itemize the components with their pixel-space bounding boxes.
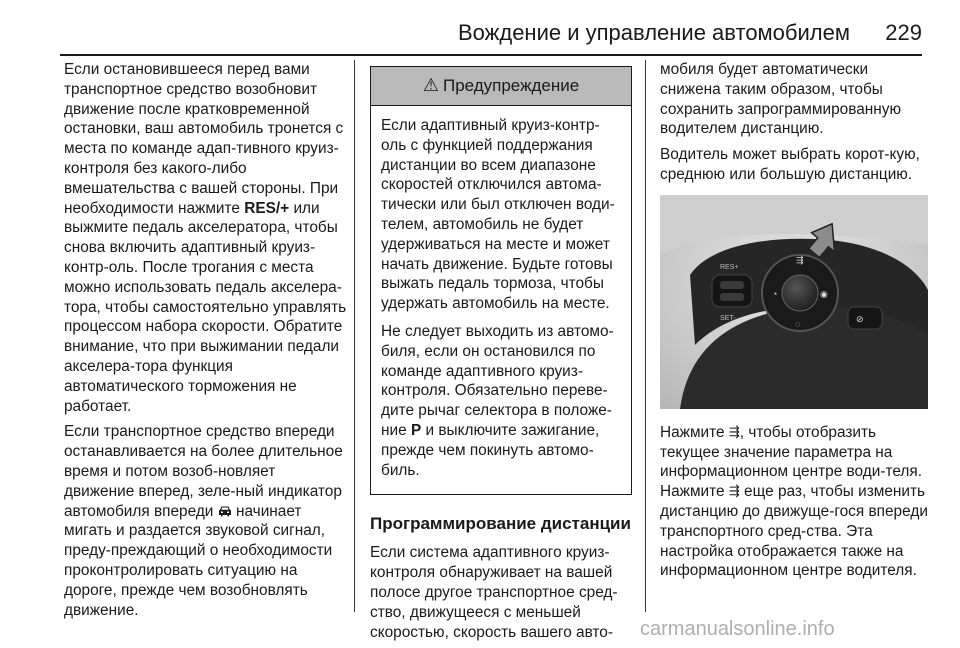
warning-title: Предупреждение <box>442 76 580 96</box>
column-3 <box>660 60 928 587</box>
steering-wheel-illustration <box>660 195 928 409</box>
paragraph: мобиля будет автоматически снижена таким образом, чтобы сохранить запрограммированную водителем дистанцию. <box>660 61 901 138</box>
column-1 <box>64 60 349 626</box>
page-number: 229 <box>885 20 922 45</box>
set-button-label: SET- <box>720 314 736 322</box>
paragraph: Если система адаптивного круиз-контроля обнаруживает на вашей полосе другое транспортное сред-ство, движущееся с меньшей скоростью, скорость вашего авто- <box>370 544 618 641</box>
warning-paragraph: Если адаптивный круиз-контр-оль с функцией поддержания дистанции во всем диапазоне скоростей отключился автома-тически или был отключен води-телем, автомобиль не будет удерживаться на месте и может начать движение. Будьте готовы выжать педаль тормоза, чтобы удержать автомобиль на месте. <box>381 117 615 313</box>
distance-icon: ⇶ <box>728 483 740 499</box>
cruise-icon: ◔ <box>772 288 778 299</box>
paragraph: Нажмите ⇶, чтобы отобразить текущее значение параметра на информационном центре води-теля. Нажмите ⇶ еще раз, чтобы изменить дистанцию до движуще-гося впереди транспортного сред-ства. Эта настройка отображается также на информационном центре водителя. <box>660 423 928 580</box>
warning-box <box>370 66 632 495</box>
warning-header <box>371 67 631 106</box>
park-position-label: P <box>410 421 422 439</box>
page-header <box>0 0 960 60</box>
watermark: carmanualsonline.info <box>640 618 835 640</box>
res-button-label: RES+ <box>720 263 739 271</box>
warning-paragraph: Не следует выходить из автомо-биля, если он остановился по команде адаптивного круиз-контроля. Обязательно переве-дите рычаг селектора в положе-ние P и выключите зажигание, прежде чем покинуть автомо-биль. <box>381 322 614 479</box>
res-key-label: RES/+ <box>244 199 290 217</box>
warning-body <box>371 106 631 494</box>
vehicle-ahead-icon <box>218 505 232 517</box>
column-2 <box>370 60 632 648</box>
paragraph: Водитель может выбрать корот-кую, среднюю или большую дистанцию. <box>660 146 920 183</box>
section-heading: Программирование дистанции <box>370 514 631 534</box>
chapter-title: Вождение и управление автомобилем <box>457 20 850 45</box>
distance-button-icon: ⇶ <box>796 254 804 265</box>
cancel-icon: ⊘ <box>856 313 864 324</box>
column-divider-1 <box>354 60 355 612</box>
steering-wheel-controls-photo <box>660 195 928 409</box>
warning-triangle-icon: ⚠ <box>422 75 439 96</box>
header-rule <box>60 54 922 56</box>
speed-limiter-icon: ◌ <box>795 318 801 329</box>
distance-icon: ⇶ <box>728 423 740 439</box>
column-divider-2 <box>645 60 646 612</box>
paragraph: Если остановившееся перед вами транспортное средство возобновит движение после кратковременной остановки, ваш автомобиль тронется с места по команде адап-тивного круиз-контроля без какого-либо вмешательства с вашей стороны. При необходимости нажмите RES/+ или выжмите педаль акселератора, чтобы снова включить адаптивный круиз-контр-оль. После трогания с места можно использовать педаль акселера-тора, чтобы самостоятельно управлять процессом набора скорости. Обратите внимание, что при выжимании педали акселера-тора функция автоматического торможения не работает. <box>64 61 347 415</box>
paragraph: Если транспортное средство впереди останавливается на более длительное время и потом возоб-новляет движение вперед, зеле-ный индикатор автомобиля впереди начинает мигать и раздается звуковой сигнал, преду-преждающий о необходимости проконтролировать ситуацию на дороге, прежде чем возобновлять движение. <box>64 423 343 619</box>
adaptive-cruise-icon: ◉ <box>820 288 828 299</box>
